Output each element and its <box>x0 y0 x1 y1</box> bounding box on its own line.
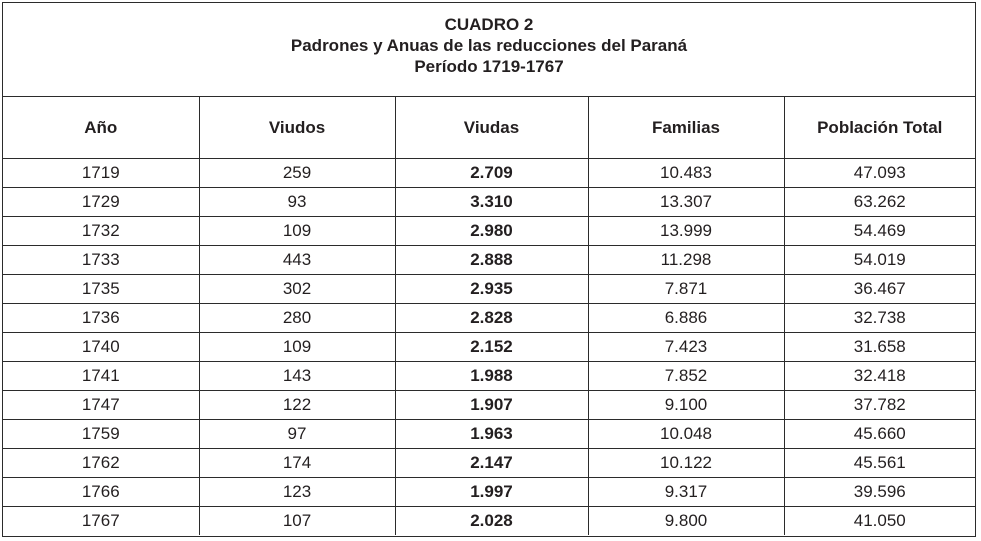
column-header-familias: Familias <box>588 97 784 159</box>
table-row <box>3 507 975 536</box>
cell-viudos: 122 <box>199 391 395 420</box>
cell-viudas: 2.028 <box>395 507 588 536</box>
cell-viudos: 143 <box>199 362 395 391</box>
cell-anio: 1736 <box>3 304 199 333</box>
caption-title: Padrones y Anuas de las reducciones del Paraná <box>290 36 688 55</box>
cell-familias: 10.048 <box>588 420 784 449</box>
cell-familias: 10.122 <box>588 449 784 478</box>
table-row <box>3 275 975 304</box>
table-row <box>3 304 975 333</box>
cell-anio: 1766 <box>3 478 199 507</box>
cell-familias: 13.307 <box>588 188 784 217</box>
cell-poblacion: 54.469 <box>784 217 975 246</box>
cell-anio: 1767 <box>3 507 199 536</box>
cell-viudas: 1.997 <box>395 478 588 507</box>
cell-poblacion: 47.093 <box>784 159 975 188</box>
table-row <box>3 391 975 420</box>
cell-viudas: 2.888 <box>395 246 588 275</box>
cell-viudos: 107 <box>199 507 395 536</box>
cell-familias: 7.871 <box>588 275 784 304</box>
caption-period: Período 1719-1767 <box>414 57 564 76</box>
table-body <box>3 159 975 536</box>
cell-viudos: 123 <box>199 478 395 507</box>
table-row <box>3 362 975 391</box>
table-row <box>3 217 975 246</box>
cell-anio: 1747 <box>3 391 199 420</box>
cell-viudas: 2.152 <box>395 333 588 362</box>
cell-viudas: 2.147 <box>395 449 588 478</box>
cell-poblacion: 37.782 <box>784 391 975 420</box>
cell-poblacion: 41.050 <box>784 507 975 536</box>
header-row <box>3 97 975 159</box>
cell-familias: 11.298 <box>588 246 784 275</box>
table-row <box>3 449 975 478</box>
table-row <box>3 246 975 275</box>
cell-viudos: 109 <box>199 333 395 362</box>
cell-poblacion: 39.596 <box>784 478 975 507</box>
cell-anio: 1759 <box>3 420 199 449</box>
cell-familias: 9.317 <box>588 478 784 507</box>
cell-viudas: 3.310 <box>395 188 588 217</box>
cell-viudos: 97 <box>199 420 395 449</box>
table-caption <box>3 3 975 97</box>
cell-viudos: 259 <box>199 159 395 188</box>
cell-viudos: 174 <box>199 449 395 478</box>
cell-familias: 9.100 <box>588 391 784 420</box>
cell-familias: 6.886 <box>588 304 784 333</box>
column-header-poblacion: Población Total <box>784 97 975 159</box>
cell-anio: 1729 <box>3 188 199 217</box>
cell-poblacion: 45.561 <box>784 449 975 478</box>
column-header-viudos: Viudos <box>199 97 395 159</box>
table-row <box>3 333 975 362</box>
cell-familias: 9.800 <box>588 507 784 536</box>
cell-viudas: 1.988 <box>395 362 588 391</box>
cell-anio: 1732 <box>3 217 199 246</box>
table-row <box>3 478 975 507</box>
cell-viudas: 1.907 <box>395 391 588 420</box>
cell-poblacion: 31.658 <box>784 333 975 362</box>
cell-viudos: 109 <box>199 217 395 246</box>
cell-viudas: 1.963 <box>395 420 588 449</box>
cell-familias: 13.999 <box>588 217 784 246</box>
cell-anio: 1741 <box>3 362 199 391</box>
cell-viudos: 302 <box>199 275 395 304</box>
cell-familias: 7.423 <box>588 333 784 362</box>
cell-viudos: 443 <box>199 246 395 275</box>
cell-familias: 7.852 <box>588 362 784 391</box>
cell-anio: 1735 <box>3 275 199 304</box>
cell-poblacion: 32.418 <box>784 362 975 391</box>
cell-poblacion: 45.660 <box>784 420 975 449</box>
cell-viudos: 280 <box>199 304 395 333</box>
cell-anio: 1762 <box>3 449 199 478</box>
table-row <box>3 159 975 188</box>
cell-viudas: 2.935 <box>395 275 588 304</box>
cell-viudas: 2.709 <box>395 159 588 188</box>
cell-viudos: 93 <box>199 188 395 217</box>
caption-number: CUADRO 2 <box>444 15 534 34</box>
table-frame <box>2 2 976 537</box>
cell-anio: 1740 <box>3 333 199 362</box>
cell-anio: 1733 <box>3 246 199 275</box>
cell-poblacion: 32.738 <box>784 304 975 333</box>
data-table <box>3 97 975 535</box>
cell-viudas: 2.980 <box>395 217 588 246</box>
table-row <box>3 188 975 217</box>
cell-poblacion: 36.467 <box>784 275 975 304</box>
column-header-viudas: Viudas <box>395 97 588 159</box>
table-row <box>3 420 975 449</box>
cell-poblacion: 54.019 <box>784 246 975 275</box>
column-header-anio: Año <box>3 97 199 159</box>
cell-anio: 1719 <box>3 159 199 188</box>
cell-viudas: 2.828 <box>395 304 588 333</box>
cell-familias: 10.483 <box>588 159 784 188</box>
cell-poblacion: 63.262 <box>784 188 975 217</box>
